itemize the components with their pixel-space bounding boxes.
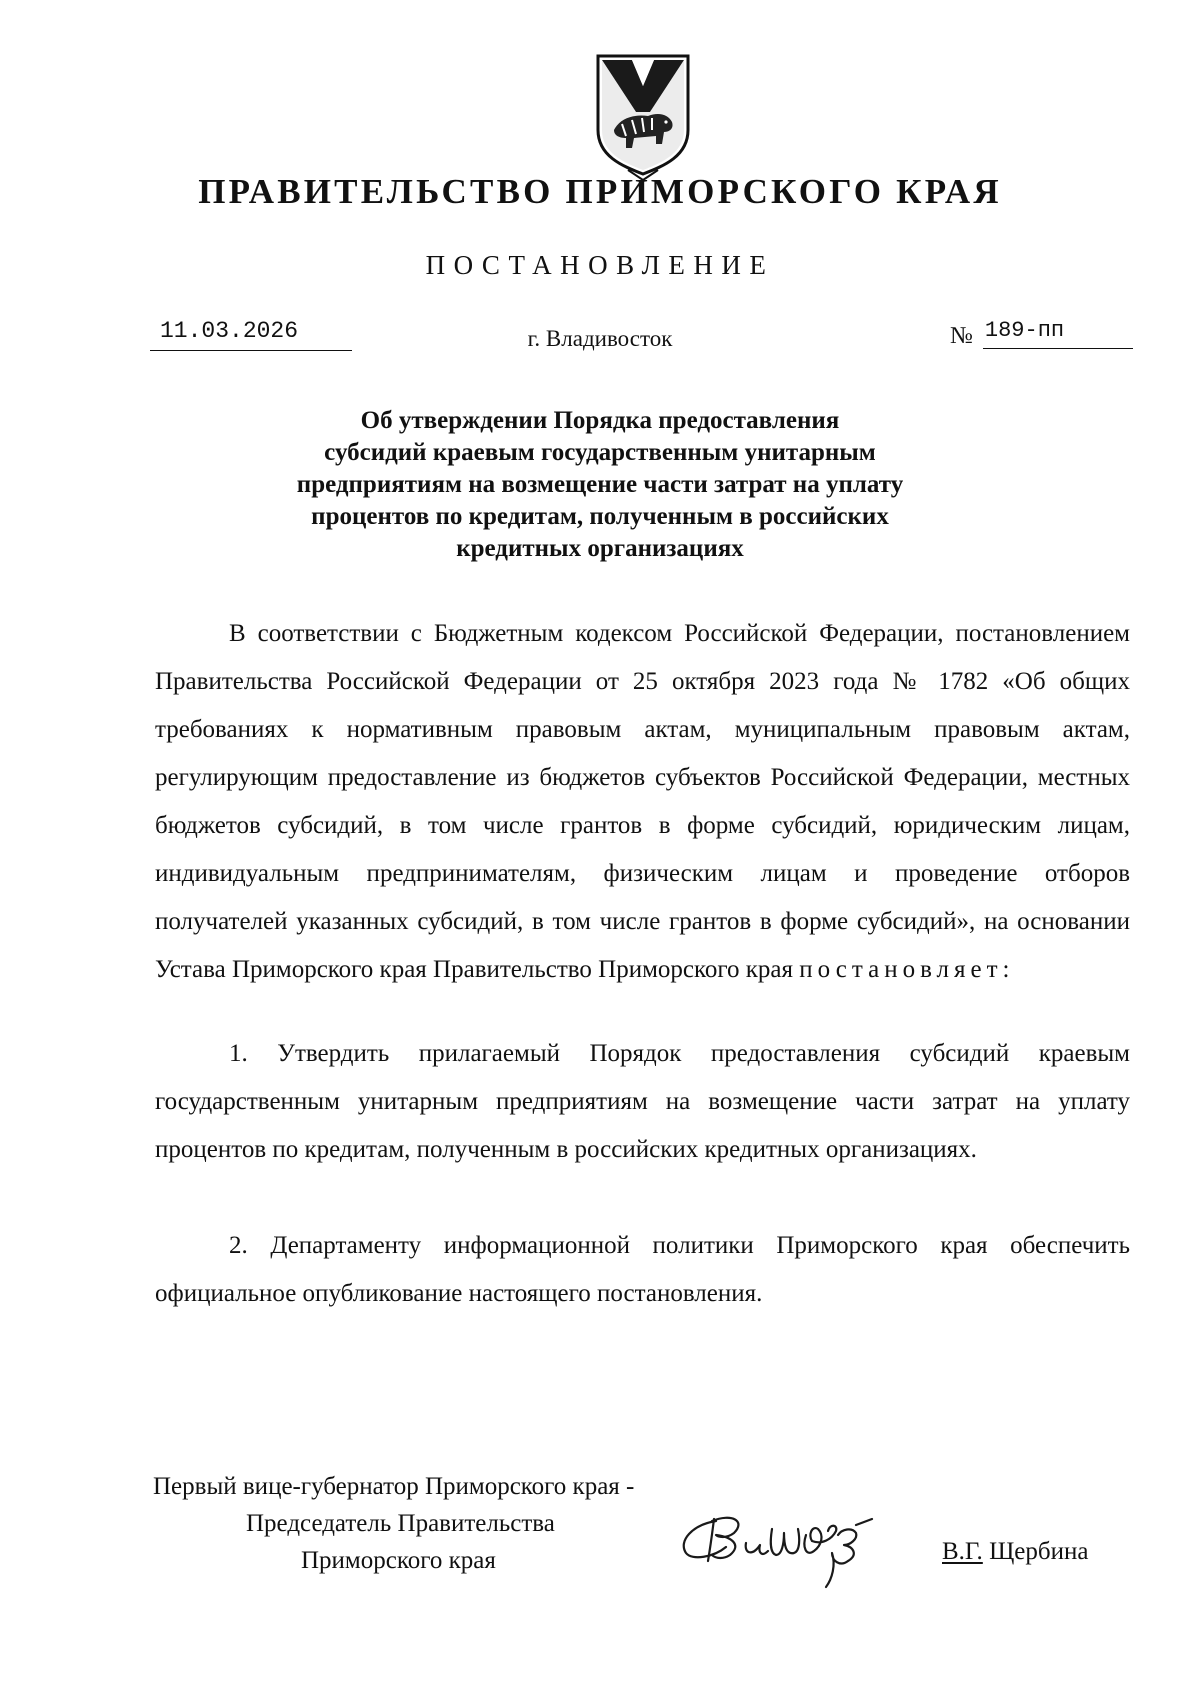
item-1-text: 1. Утвердить прилагаемый Порядок предоставления субсидий краевым государственным унитарным предприятиям на возмещение части затрат на уплату процентов по кредитам, полученным в российских кредитных организациях. bbox=[155, 1040, 1130, 1163]
signer-name bbox=[942, 1538, 1088, 1566]
subject-line: процентов по кредитам, полученным в российских bbox=[311, 503, 889, 530]
item-2-text: 2. Департаменту информационной политики Приморского края обеспечить официальное опубликование настоящего постановления. bbox=[155, 1232, 1130, 1307]
signatory-position bbox=[153, 1468, 753, 1579]
signer-initials: В.Г. bbox=[942, 1538, 983, 1565]
item-1-paragraph bbox=[155, 1030, 1130, 1174]
document-city: г. Владивосток bbox=[527, 326, 673, 351]
subject-line: Об утверждении Порядка предоставления bbox=[360, 407, 840, 434]
position-line-2: Председатель Правительства bbox=[246, 1510, 555, 1537]
preamble-paragraph bbox=[155, 610, 1130, 994]
position-line-3: Приморского края bbox=[301, 1547, 496, 1574]
document-date: 11.03.2026 bbox=[150, 318, 352, 351]
handwritten-signature bbox=[672, 1495, 912, 1590]
subject-line: кредитных организациях bbox=[456, 535, 744, 562]
document-number: 189-пп bbox=[983, 318, 1133, 349]
subject-line: предприятиям на возмещение части затрат на уплату bbox=[296, 471, 904, 498]
position-line-1: Первый вице-губернатор Приморского края - bbox=[153, 1473, 635, 1500]
document-type: ПОСТАНОВЛЕНИЕ bbox=[425, 250, 775, 280]
number-sign: № bbox=[950, 323, 973, 349]
subject-line: субсидий краевым государственным унитарным bbox=[324, 439, 876, 466]
item-2-paragraph bbox=[155, 1222, 1130, 1318]
signer-surname: Щербина bbox=[989, 1538, 1089, 1565]
document-number-block bbox=[950, 318, 1133, 351]
resolves-word: постановляет: bbox=[799, 956, 1015, 983]
coat-of-arms-icon bbox=[592, 52, 694, 184]
organization-title: ПРАВИТЕЛЬСТВО ПРИМОРСКОГО КРАЯ bbox=[198, 172, 1002, 211]
document-subject bbox=[200, 405, 1000, 565]
preamble-text: В соответствии с Бюджетным кодексом Российской Федерации, постановлением Правительства Российской Федерации от 25 октября 2023 года № 1782 «Об общих требованиях к нормативным правовым актам, муниципальным правовым актам, регулирующим предоставление из бюджетов субъектов Российской Федерации, местных бюджетов субсидий, в том числе грантов в форме субсидий, юридическим лицам, индивидуальным предпринимателям, физическим лицам и проведение отборов получателей указанных субсидий, в том числе грантов в форме субсидий», на основании Устава Приморского края Правительство Приморского края bbox=[155, 620, 1130, 983]
